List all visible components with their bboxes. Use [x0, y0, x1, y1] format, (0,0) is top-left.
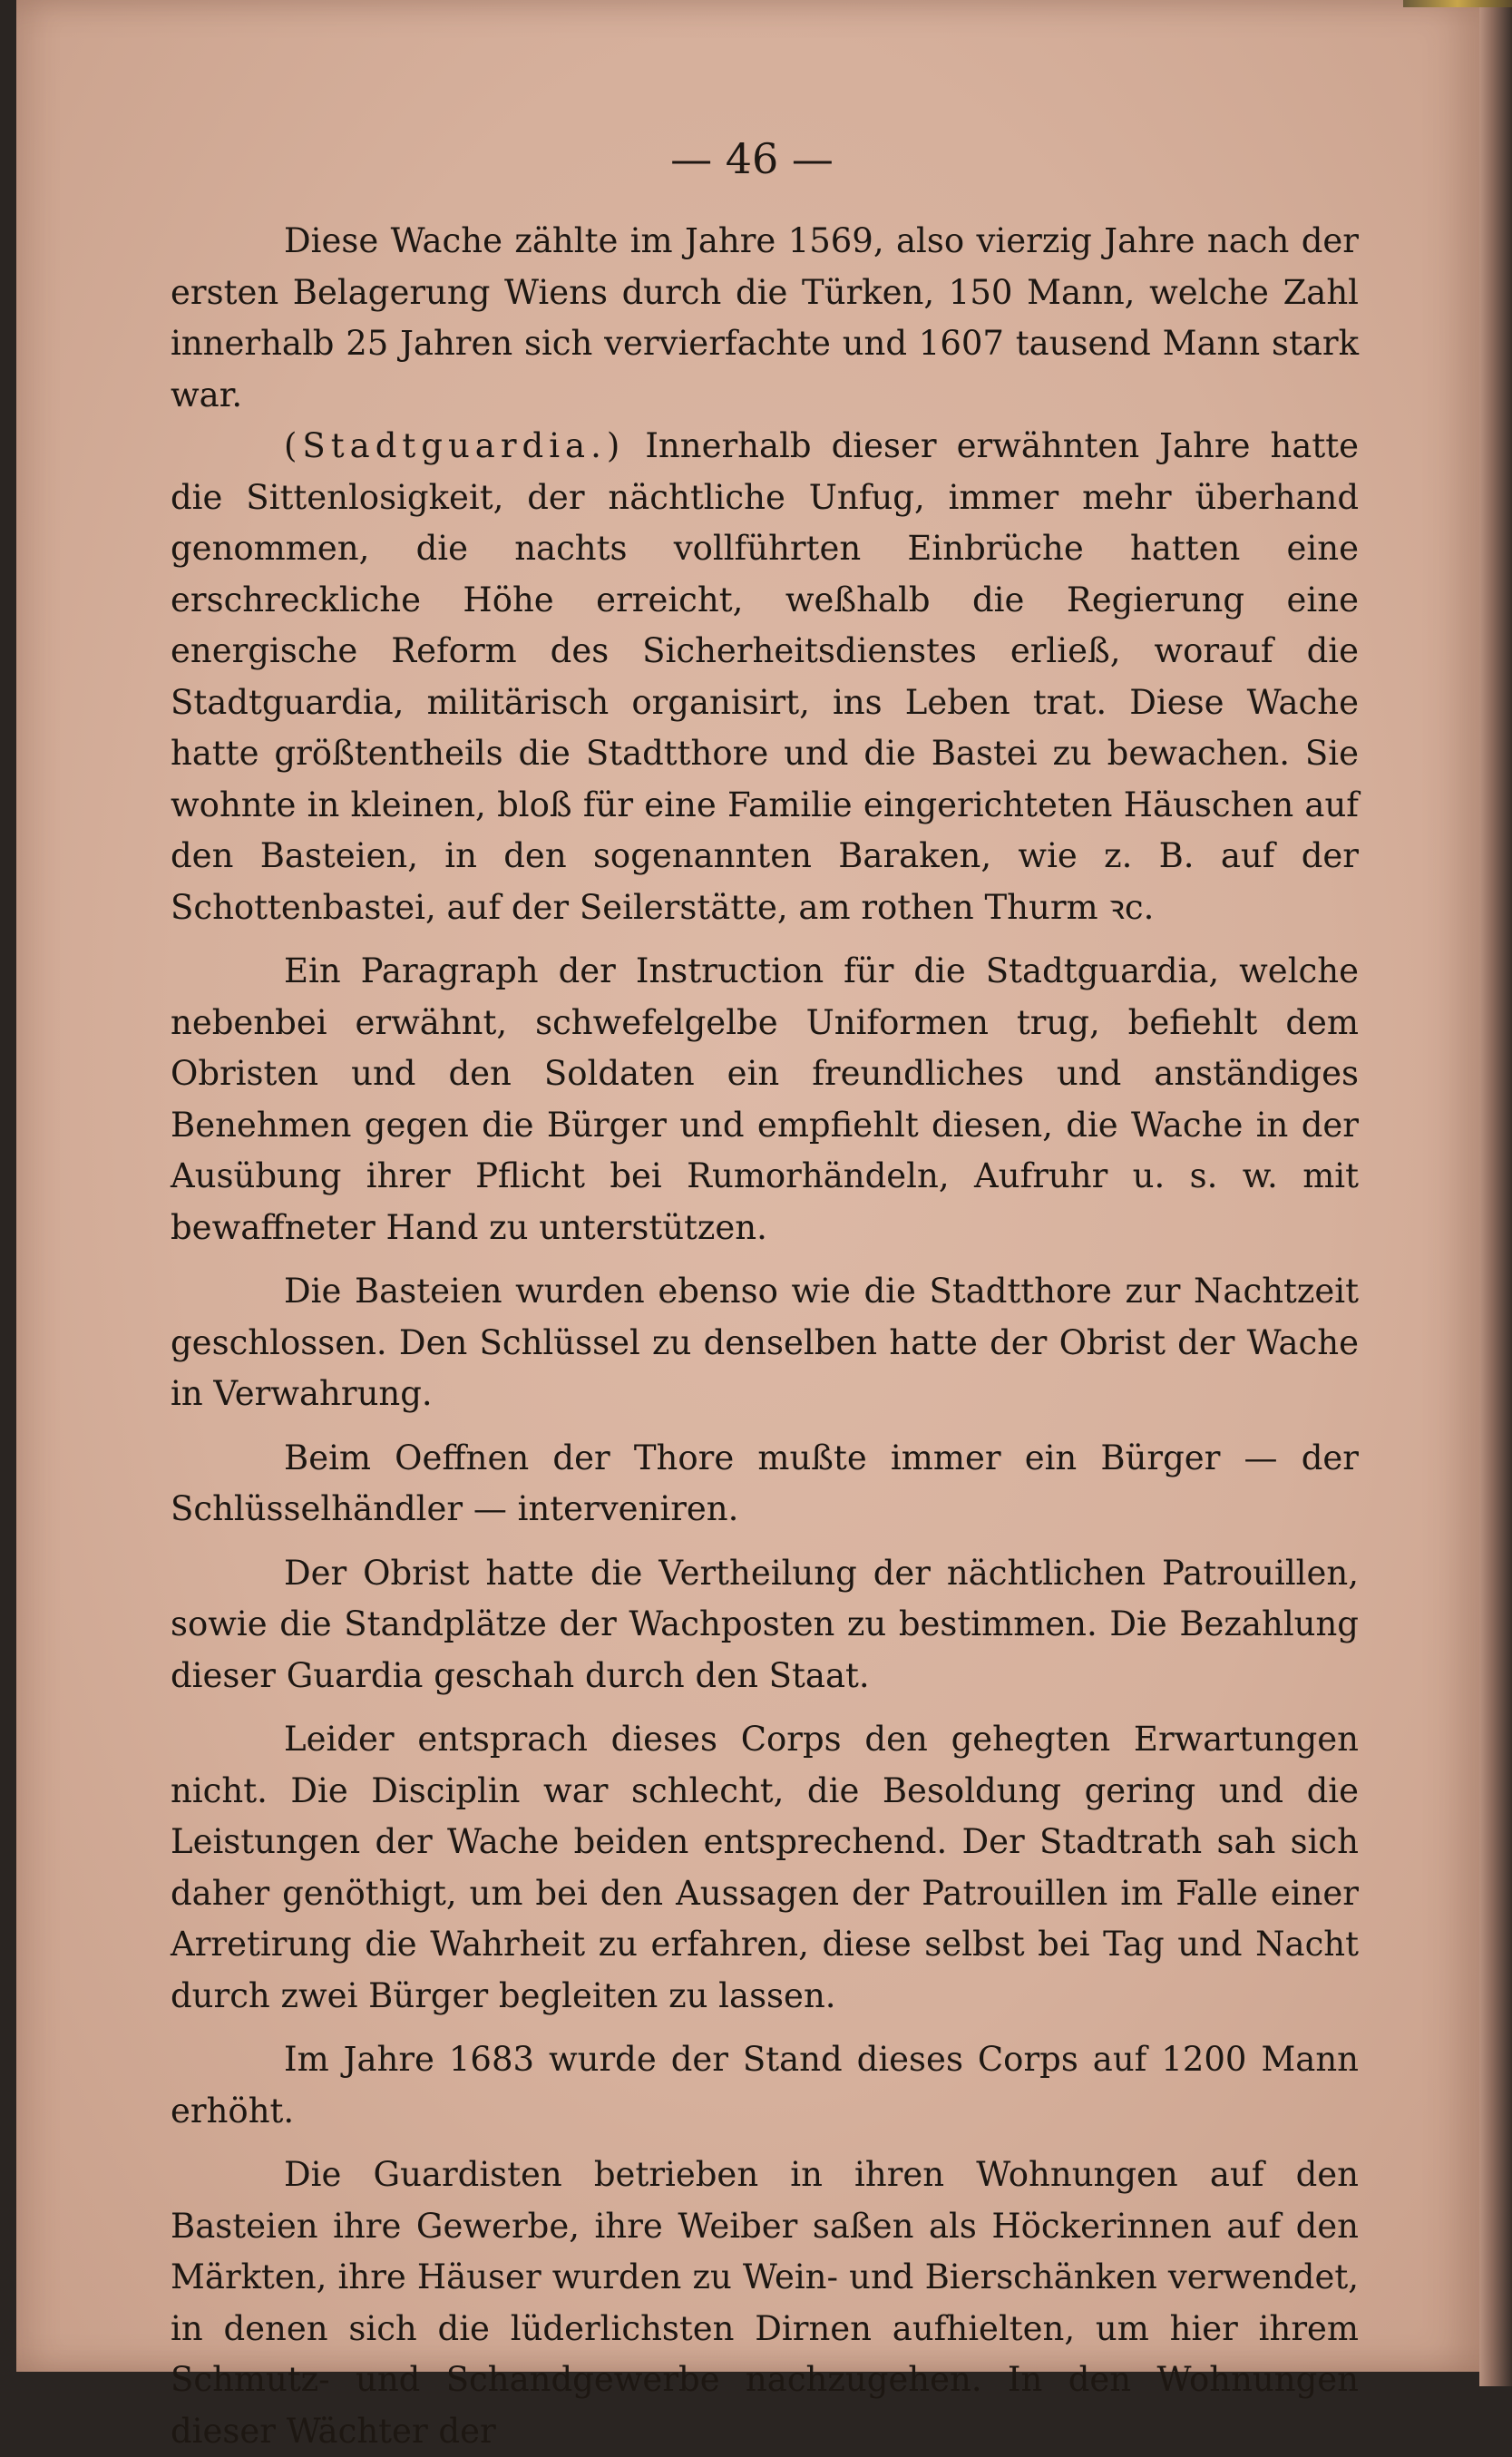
- gilt-edge: [1403, 0, 1512, 7]
- paragraph-1: Diese Wache zählte im Jahre 1569, also vierzig Jahre nach der ersten Belagerung Wiens durch die Türken, 150 Mann, welche Zahl innerhalb 25 Jahren sich vervierfachte und 1607 tausend Mann stark war.: [171, 221, 1359, 414]
- body-text: [171, 216, 1359, 2457]
- paragraph-2: [171, 421, 1359, 933]
- paragraph-4: Die Basteien wurden ebenso wie die Stadtthore zur Nachtzeit geschlossen. Den Schlüssel zu denselben hatte der Obrist der Wache in Verwahrung.: [171, 1272, 1359, 1413]
- paragraph-9: Die Guardisten betrieben in ihren Wohnungen auf den Basteien ihre Gewerbe, ihre Weiber saßen als Höckerinnen auf den Märkten, ihre Häuser wurden zu Wein- und Bierschänken verwendet, in denen sich die lüderlichsten Dirnen aufhielten, um hier ihrem Schmutz- und Schandgewerbe nachzugehen. In den Wohnungen dieser Wächter der: [171, 2155, 1359, 2451]
- paragraph-3: Ein Paragraph der Instruction für die Stadtguardia, welche nebenbei erwähnt, schwefelgelbe Uniformen trug, befiehlt dem Obristen und den Soldaten ein freundliches und anständiges Benehmen gegen die Bürger und empfiehlt diesen, die Wache in der Ausübung ihrer Pflicht bei Rumorhändeln, Aufruhr u. s. w. mit bewaffneter Hand zu unterstützen.: [171, 951, 1359, 1247]
- paragraph-6: Der Obrist hatte die Vertheilung der nächtlichen Patrouillen, sowie die Standplätze der Wachposten zu bestimmen. Die Bezahlung dieser Guardia geschah durch den Staat.: [171, 1553, 1359, 1695]
- book-page: [16, 0, 1488, 2451]
- paragraph-7: Leider entsprach dieses Corps den gehegten Erwartungen nicht. Die Disciplin war schlecht, die Besoldung gering und die Leistungen der Wache beiden entsprechend. Der Stadtrath sah sich daher genöthigt, um bei den Aussagen der Patrouillen im Falle einer Arretirung die Wahrheit zu erfahren, diese selbst bei Tag und Nacht durch zwei Bürger begleiten zu lassen.: [171, 1720, 1359, 2015]
- paragraph-5: Beim Oeffnen der Thore mußte immer ein Bürger — der Schlüsselhändler — interveniren.: [171, 1438, 1359, 1528]
- section-heading: (Stadtguardia.): [284, 426, 626, 465]
- paragraph-8: Im Jahre 1683 wurde der Stand dieses Corps auf 1200 Mann erhöht.: [171, 2040, 1359, 2130]
- book-spine-edge: [1479, 0, 1512, 2386]
- paragraph-2-text: Innerhalb dieser erwähnten Jahre hatte die Sittenlosigkeit, der nächtliche Unfug, immer mehr überhand genommen, die nachts vollführten Einbrüche hatten eine erschreckliche Höhe erreicht, weßhalb die Regierung eine energische Reform des Sicherheitsdienstes erließ, worauf die Stadtguardia, militärisch organisirt, ins Leben trat. Diese Wache hatte größtentheils die Stadtthore und die Bastei zu bewachen. Sie wohnte in kleinen, bloß für eine Familie eingerichteten Häuschen auf den Basteien, in den sogenannten Baraken, wie z. B. auf der Schottenbastei, auf der Seilerstätte, am rothen Thurm ꝛc.: [171, 426, 1359, 927]
- page-number: — 46 —: [670, 134, 834, 183]
